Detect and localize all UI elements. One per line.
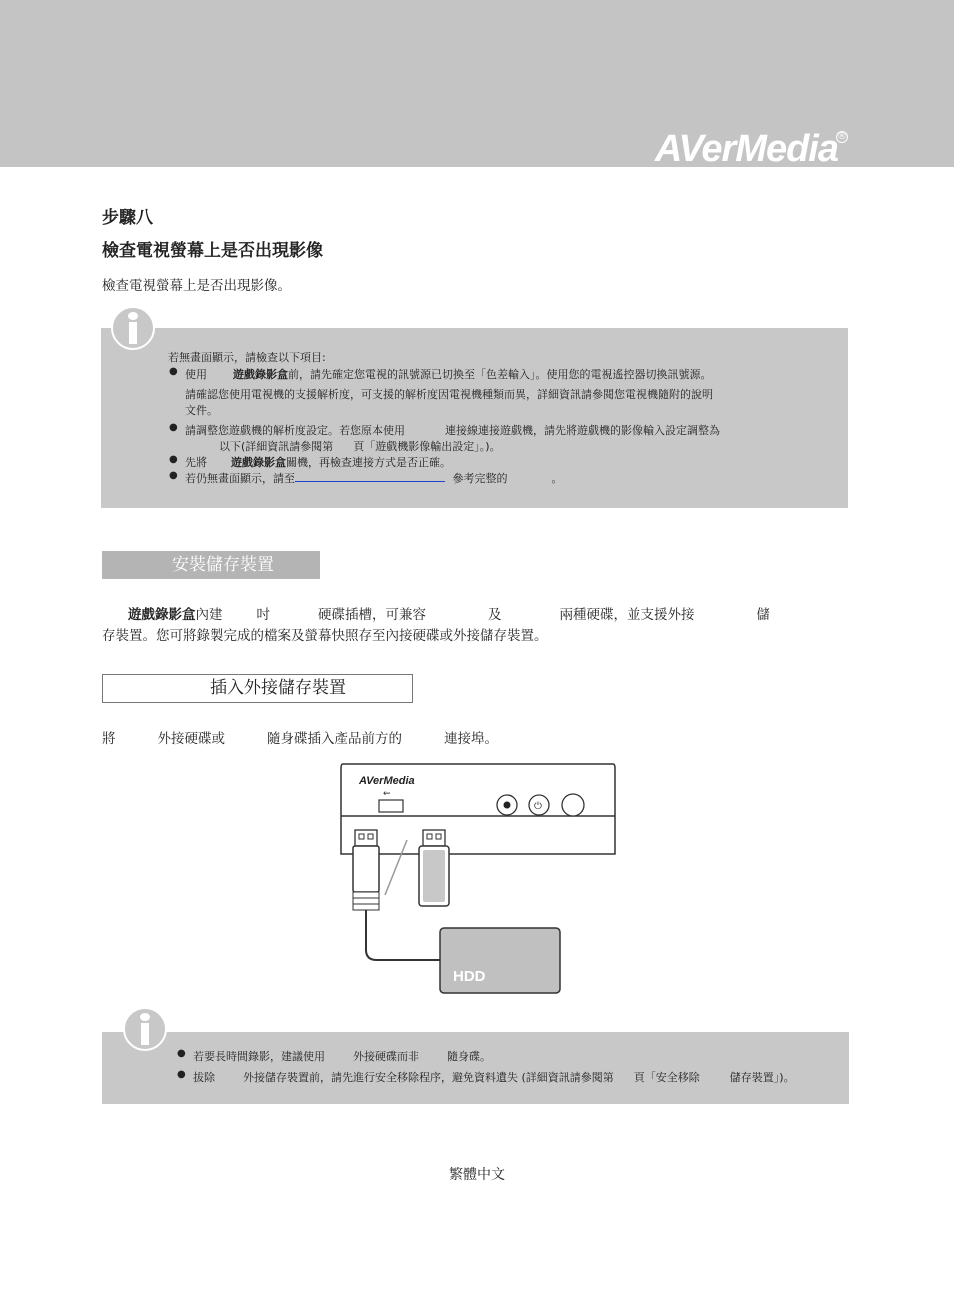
insert-paragraph: 將 外接硬碟或 隨身碟插入產品前方的 連接埠。 xyxy=(102,731,498,747)
registered-mark: ® xyxy=(837,131,847,142)
page-header xyxy=(0,0,954,170)
note-intro: 若無畫面顯示，請檢查以下項目: xyxy=(168,351,326,364)
note-bullet: ● 若仍無畫面顯示，請至 參考完整的 。 xyxy=(185,470,563,486)
step-title: 檢查電視螢幕上是否出現影像 xyxy=(102,241,323,261)
section-heading: 安裝儲存裝置 xyxy=(102,551,320,579)
footer-language: 繁體中文 xyxy=(449,1167,505,1183)
recorder-device xyxy=(341,764,615,854)
usb-flash-drive xyxy=(419,830,449,906)
sensor-window xyxy=(562,794,584,816)
step-label: 步驟八 xyxy=(102,208,153,228)
support-link[interactable] xyxy=(295,471,445,482)
note-bullet: ● 若要長時間錄影，建議使用 外接硬碟而非 隨身碟。 xyxy=(193,1048,491,1064)
step-description: 檢查電視螢幕上是否出現影像。 xyxy=(102,278,291,294)
note-bullet: ● 先將 遊戲錄影盒關機，再檢查連接方式是否正確。 xyxy=(185,454,451,470)
info-icon xyxy=(111,306,155,350)
subsection-heading: 插入外接儲存裝置 xyxy=(102,674,413,703)
note-text: 以下(詳細資訊請參閱第 頁「遊戲機影像輸出設定」。)。 xyxy=(219,440,501,453)
note-bullet: ● 請調整您遊戲機的解析度設定。若您原本使用 連接線連接遊戲機，請先將遊戲機的影像輸入設定調整為 xyxy=(185,422,720,438)
note-bullet: ● 拔除 外接儲存裝置前，請先進行安全移除程序，避免資料遺失 (詳細資訊請參閱第 頁「安全移除 儲存裝置」)。 xyxy=(193,1069,795,1085)
usb-connection-diagram xyxy=(335,760,625,1000)
intro-paragraph: 遊戲錄影盒內建 吋 硬碟插槽，可兼容 及 兩種硬碟，並支援外接 儲 xyxy=(128,607,770,623)
avermedia-logo: AVerMedia xyxy=(654,128,838,170)
usb-symbol-icon: ⇜ xyxy=(383,789,391,799)
hdd-label: HDD xyxy=(453,968,486,985)
note-text: 請確認您使用電視機的支援解析度，可支援的解析度因電視機種類而異，詳細資訊請參閱您電視機隨附的說明 xyxy=(185,388,713,401)
note-bullet: ● 使用 遊戲錄影盒前，請先確定您電視的訊號源已切換至「色差輸入」。使用您的電視遙控器切換訊號源。 xyxy=(185,366,712,382)
external-hdd xyxy=(440,928,560,993)
note-box-storage-tips xyxy=(102,1032,849,1104)
power-icon: ⏻ xyxy=(534,801,542,812)
note-text: 文件。 xyxy=(185,404,218,417)
intro-paragraph-line2: 存裝置。您可將錄製完成的檔案及螢幕快照存至內接硬碟或外接儲存裝置。 xyxy=(102,628,548,644)
usb-port xyxy=(379,800,403,812)
device-logo-text: AVerMedia xyxy=(359,775,415,787)
info-icon xyxy=(123,1007,167,1051)
